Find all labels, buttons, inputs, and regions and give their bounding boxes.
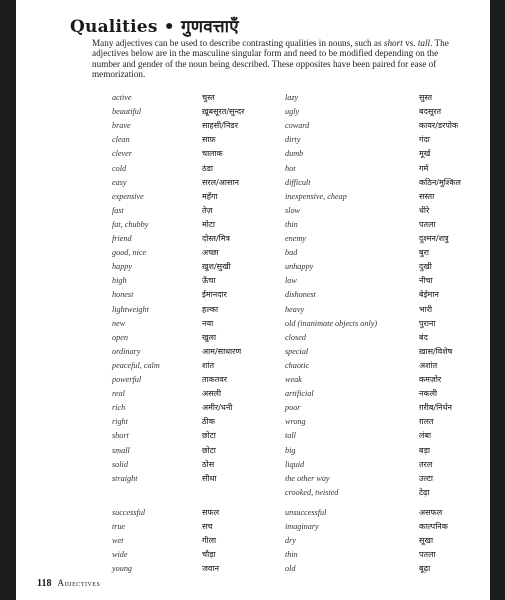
intro-paragraph: Many adjectives can be used to describe contrasting qualities in nouns, such as short vs. tall. The adjectives below are in the masculine singular form and need to be modified depending on the number and gender of the noun being described. These opposites have been paired for ease of memorization. [92,38,449,80]
english-opposite: slow [285,205,301,215]
hindi-word: अमीर/धनी [202,403,233,413]
hindi-opposite: सस्ता [419,191,435,201]
hindi-opposite: ग़लत [419,417,434,427]
hindi-opposite: धीरे [419,205,430,215]
table-row [16,119,490,133]
english-opposite: old [285,564,296,574]
title-english: Qualities [70,17,158,37]
english-word: easy [112,177,127,187]
hindi-word: सरल/आसान [202,177,239,187]
english-opposite: old (inanimate objects only) [285,318,378,328]
table-row [16,147,490,161]
hindi-opposite: नकली [419,389,438,399]
english-word: real [112,389,125,399]
table-row [16,204,490,218]
english-opposite: tall [285,431,296,441]
table-row [16,218,490,232]
english-opposite: chaotic [285,360,310,370]
table-row [16,359,490,373]
hindi-word: मोटा [202,219,215,229]
hindi-opposite: गर्म [419,163,429,173]
english-opposite: dirty [285,135,301,145]
table-row [16,562,490,576]
english-opposite: dumb [285,149,304,159]
hindi-opposite: अशांत [419,360,438,370]
english-opposite: the other way [285,473,330,483]
page-footer [37,578,100,589]
hindi-word: खुला [202,332,217,342]
english-word: true [112,522,126,531]
table-row [16,472,490,486]
english-opposite: difficult [285,177,311,187]
hindi-word: साहसी/निडर [202,121,238,131]
english-opposite: low [285,276,297,286]
english-opposite: unhappy [285,262,314,272]
english-word: honest [112,290,134,300]
hindi-opposite: बेईमान [419,290,439,300]
table-row [16,274,490,288]
example-tall: tall [417,38,431,48]
table-row [16,190,490,204]
hindi-word: चुस्त [202,93,215,102]
english-word: small [112,445,130,455]
table-row [16,317,490,331]
english-opposite: wrong [285,417,306,427]
hindi-word: गीला [202,536,217,546]
table-row [16,429,490,443]
hindi-opposite: नीचा [419,276,433,286]
english-word: successful [112,507,146,517]
hindi-opposite: सूखा [419,536,434,546]
english-opposite: inexpensive, cheap [285,191,347,201]
hindi-word: सफल [202,507,219,517]
hindi-word: ठोस [202,459,215,469]
english-word: wet [112,536,124,546]
table-row [16,506,490,520]
english-word: straight [112,473,138,483]
english-opposite: thin [285,550,298,560]
section-name: Adjectives [57,578,101,588]
english-opposite: imaginary [285,522,319,531]
english-word: short [112,431,129,441]
english-opposite: enemy [285,234,306,243]
hindi-opposite: उल्टा [419,473,433,483]
table-row [16,176,490,190]
table-row [16,105,490,119]
english-opposite: thin [285,219,298,229]
hindi-opposite: कायर/डरपोक [419,121,459,131]
english-opposite: closed [285,332,306,342]
english-word: friend [112,234,132,243]
table-row [16,303,490,317]
english-opposite: dishonest [285,290,316,300]
english-word: rich [112,403,126,413]
english-opposite: bad [285,248,298,258]
english-word: open [112,332,128,342]
english-word: powerful [112,375,142,384]
title-bullet: • [163,17,175,37]
hindi-opposite: कमज़ोर [419,375,442,384]
english-word: fat, chubby [112,219,149,229]
english-opposite: hot [285,163,296,173]
hindi-opposite: बड़ा [419,445,430,455]
table-row [16,415,490,429]
english-word: clever [112,149,132,159]
table-row [16,534,490,548]
table-row [16,444,490,458]
hindi-word: ठंडा [202,163,213,173]
hindi-opposite: पतला [419,550,436,560]
table-row [16,458,490,472]
english-word: good, nice [112,248,147,258]
hindi-word: सीधा [202,473,217,483]
english-word: happy [112,262,133,272]
hindi-opposite: ग़रीब/निर्धन [419,403,452,413]
hindi-word: ऊँचा [202,276,216,286]
hindi-opposite: दुखी [419,262,432,272]
english-word: cold [112,163,127,173]
english-word: new [112,318,126,328]
english-word: brave [112,121,131,131]
table-row [16,486,490,500]
english-word: wide [112,550,128,560]
table-row [16,162,490,176]
hindi-word: असली [202,389,222,399]
hindi-word: ईमानदार [202,290,227,300]
table-row [16,401,490,415]
english-opposite: unsuccessful [285,507,327,517]
hindi-opposite: बदसूरत [419,107,442,117]
english-opposite: lazy [285,93,299,102]
hindi-word: छोटा [202,431,216,441]
hindi-opposite: सुस्त [419,93,433,102]
english-opposite: weak [285,375,302,384]
title-hindi: गुणवत्ताएँ [180,17,239,37]
hindi-opposite: गंदा [419,135,430,145]
hindi-opposite: लंबा [419,431,432,441]
hindi-opposite: कठिन/मुश्किल [419,177,461,187]
english-opposite: liquid [285,459,305,469]
hindi-opposite: काल्पनिक [419,522,448,531]
hindi-word: ख़ुश/सुखी [202,262,231,272]
hindi-word: तेज़ [202,205,213,215]
example-short: short [383,38,403,48]
hindi-word: छोटा [202,445,216,455]
english-opposite: dry [285,536,296,546]
hindi-word: ख़ूबसूरत/सुन्दर [202,107,245,117]
hindi-opposite: बूढ़ा [419,564,431,574]
english-word: clean [112,135,130,145]
hindi-opposite: ख़ास/विशेष [419,346,453,356]
english-word: beautiful [112,107,142,117]
hindi-word: अच्छा [202,248,219,258]
english-word: fast [112,205,124,215]
table-row [16,548,490,562]
hindi-word: साफ़ [202,135,216,145]
english-opposite: artificial [285,389,314,399]
hindi-word: महँगा [202,191,218,201]
hindi-word: शांत [202,360,215,370]
table-row [16,91,490,105]
hindi-opposite: मूर्ख [419,149,431,159]
hindi-word: दोस्त/मित्र [202,234,230,243]
hindi-opposite: बुरा [419,248,429,258]
book-page [16,0,490,600]
hindi-word: हल्का [202,304,219,314]
table-row [16,373,490,387]
hindi-opposite: असफल [419,507,443,517]
english-opposite: coward [285,121,310,131]
page-title [70,14,239,37]
hindi-opposite: दुश्मन/शत्रु [419,234,449,243]
english-opposite: crooked, twisted [285,487,339,497]
table-row [16,246,490,260]
english-word: solid [112,459,128,469]
table-row [16,331,490,345]
english-word: high [112,276,127,286]
hindi-word: ताकतवर [202,375,228,384]
hindi-opposite: पतला [419,219,436,229]
table-row [16,260,490,274]
table-row [16,288,490,302]
hindi-opposite: टेढ़ा [419,487,430,497]
english-word: peaceful, calm [112,360,160,370]
english-opposite: ugly [285,107,300,117]
english-word: young [112,564,133,574]
english-word: active [112,93,132,102]
hindi-opposite: तरल [419,459,433,469]
table-row [16,387,490,401]
hindi-opposite: पुराना [419,318,436,328]
hindi-word: जवान [202,564,219,574]
hindi-word: नया [202,318,214,328]
hindi-word: चौड़ा [202,550,216,560]
english-word: lightweight [112,304,149,314]
english-word: ordinary [112,346,141,356]
page-number: 118 [37,578,52,589]
english-opposite: poor [285,403,301,413]
english-word: expensive [112,191,144,201]
table-row [16,520,490,534]
hindi-word: सच [202,522,213,531]
hindi-word: चालाक [202,149,223,159]
hindi-word: ठीक [202,417,215,427]
english-word: right [112,417,128,427]
table-row [16,232,490,246]
hindi-opposite: भारी [419,304,433,314]
english-opposite: big [285,445,296,455]
hindi-opposite: बंद [419,332,428,342]
hindi-word: आम/साधारण [202,346,242,356]
table-row [16,345,490,359]
english-opposite: heavy [285,304,305,314]
english-opposite: special [285,346,309,356]
table-row [16,133,490,147]
